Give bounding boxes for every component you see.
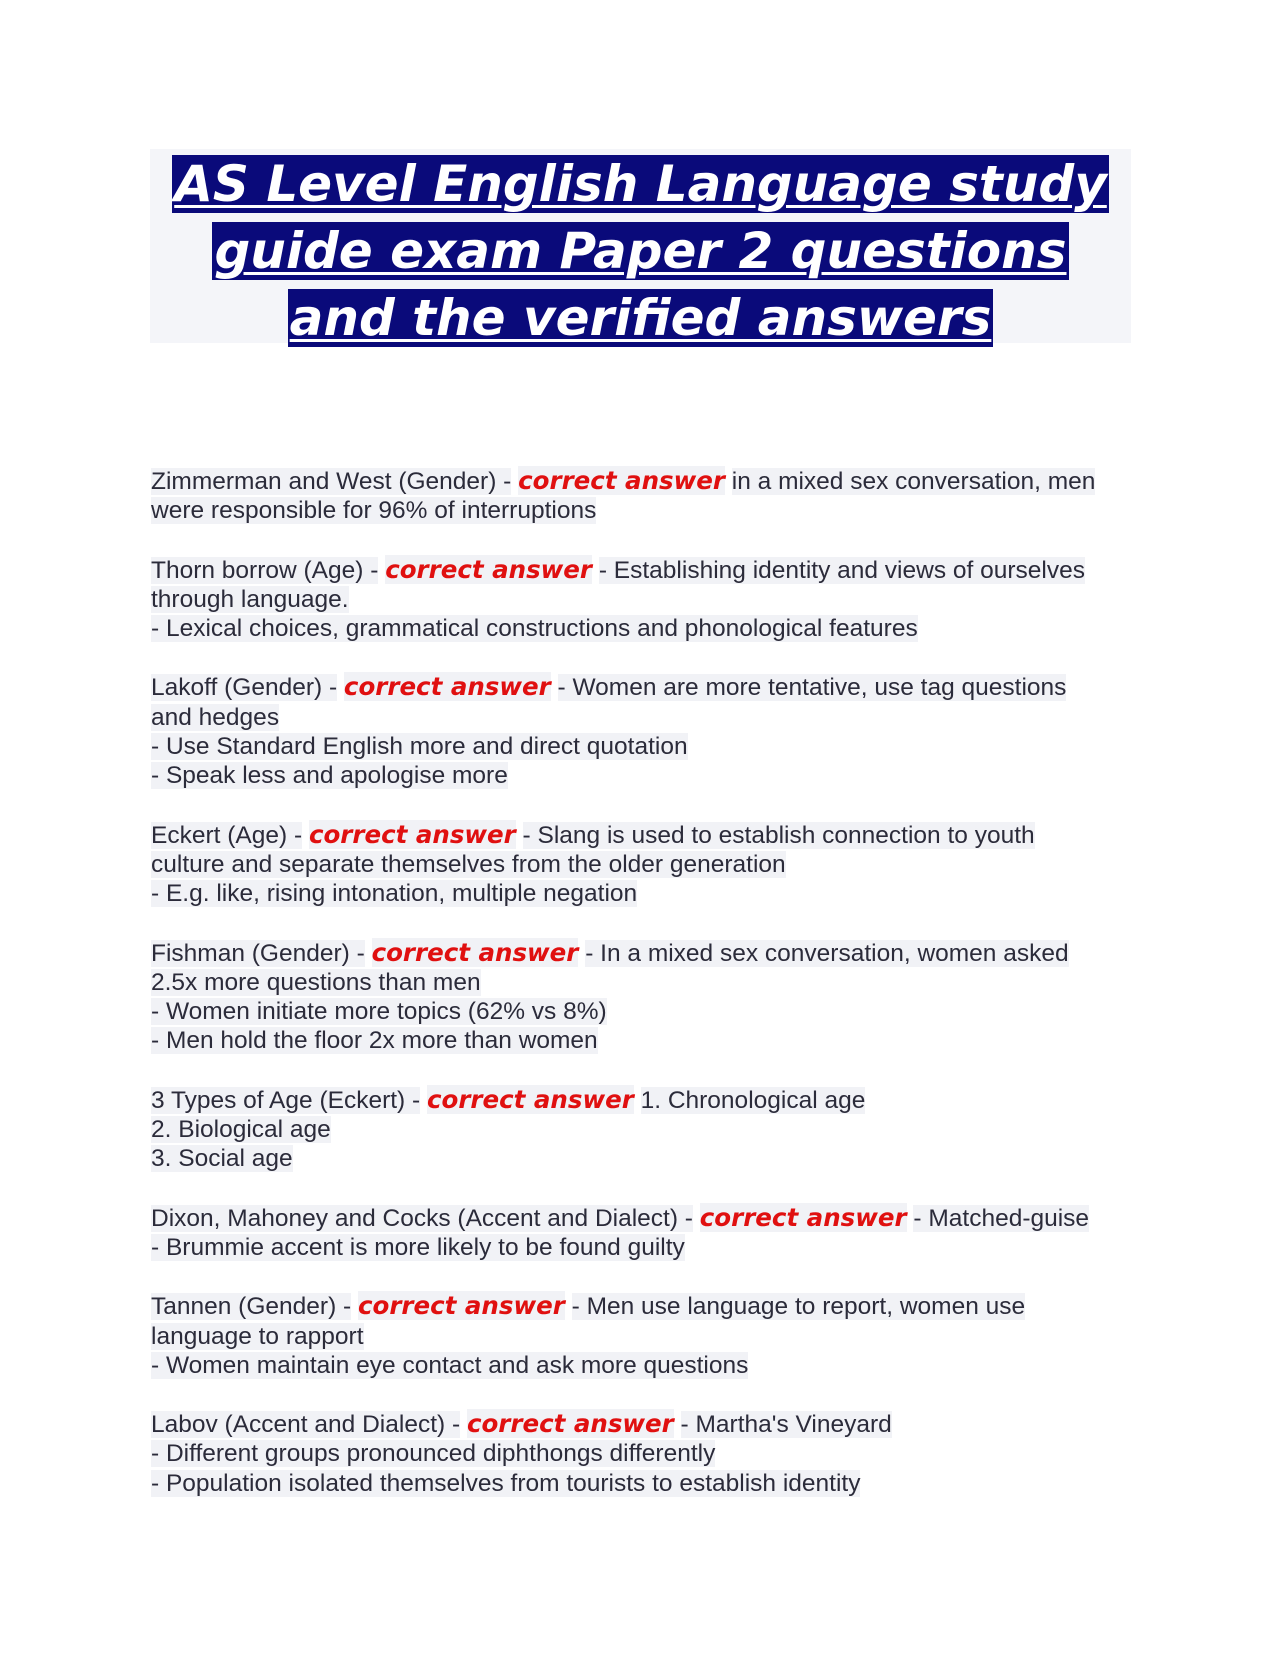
qa-answer-text: 3. Social age	[151, 1145, 293, 1173]
qa-answer-text: - Brummie accent is more likely to be found guilty	[151, 1233, 685, 1261]
qa-answer-text: 1. Chronological age	[640, 1086, 866, 1114]
qa-term: Thorn borrow (Age) -	[151, 556, 379, 584]
qa-line	[151, 1233, 1141, 1262]
qa-answer-text: - In a mixed sex conversation, women asked	[585, 939, 1069, 967]
qa-line	[151, 1322, 1141, 1351]
qa-line	[151, 732, 1141, 761]
qa-answer-text: - Women initiate more topics (62% vs 8%)	[151, 998, 607, 1026]
qa-line	[151, 968, 1141, 997]
qa-answer-text: culture and separate themselves from the older generation	[151, 850, 786, 878]
correct-answer-label: correct answer	[699, 1202, 907, 1232]
qa-term: Fishman (Gender) -	[151, 939, 365, 967]
qa-answer-text: - Martha's Vineyard	[680, 1411, 892, 1439]
qa-answer-text: - Slang is used to establish connection to youth	[522, 821, 1035, 849]
qa-line	[151, 1144, 1141, 1173]
correct-answer-label: correct answer	[466, 1409, 674, 1439]
correct-answer-label: correct answer	[426, 1084, 634, 1114]
qa-list	[151, 466, 1141, 1527]
qa-line	[151, 820, 1141, 850]
qa-answer-text: - Women maintain eye contact and ask more questions	[151, 1351, 749, 1379]
qa-line	[151, 938, 1141, 968]
title-text: and the verified answers	[289, 289, 992, 347]
qa-item	[151, 466, 1141, 526]
qa-answer-text: - Establishing identity and views of ourselves	[598, 556, 1085, 584]
qa-item	[151, 1085, 1141, 1174]
qa-answer-text: 2.5x more questions than men	[151, 968, 481, 996]
qa-answer-text: - Population isolated themselves from tourists to establish identity	[151, 1469, 861, 1497]
qa-line	[151, 614, 1141, 643]
qa-line	[151, 1085, 1141, 1115]
qa-item	[151, 1409, 1141, 1498]
title-line	[150, 218, 1131, 285]
qa-answer-text: - Speak less and apologise more	[151, 762, 508, 790]
document-title	[150, 149, 1131, 347]
qa-answer-text: in a mixed sex conversation, men	[731, 468, 1096, 495]
qa-item	[151, 1203, 1141, 1263]
title-text: AS Level English Language study	[174, 155, 1107, 213]
qa-line	[151, 1203, 1141, 1233]
qa-line	[151, 879, 1141, 908]
qa-line	[151, 1291, 1141, 1321]
qa-answer-text: and hedges	[151, 703, 280, 731]
qa-term: Labov (Accent and Dialect) -	[151, 1411, 461, 1439]
qa-term: 3 Types of Age (Eckert) -	[151, 1086, 421, 1114]
qa-term: Tannen (Gender) -	[151, 1293, 352, 1321]
qa-line	[151, 1115, 1141, 1144]
qa-line	[151, 1409, 1141, 1439]
qa-line	[151, 1026, 1141, 1055]
qa-item	[151, 672, 1141, 790]
qa-line	[151, 761, 1141, 790]
qa-line	[151, 703, 1141, 732]
qa-item	[151, 820, 1141, 909]
title-text: guide exam Paper 2 questions	[214, 222, 1067, 280]
qa-line	[151, 1351, 1141, 1380]
qa-line	[151, 555, 1141, 585]
qa-answer-text: - Lexical choices, grammatical constructions and phonological features	[151, 615, 918, 643]
qa-line	[151, 672, 1141, 702]
qa-answer-text: language to rapport	[151, 1322, 364, 1350]
correct-answer-label: correct answer	[343, 672, 551, 702]
qa-answer-text: - Matched-guise	[913, 1204, 1090, 1232]
correct-answer-label: correct answer	[385, 554, 592, 584]
qa-line	[151, 997, 1141, 1026]
qa-line	[151, 850, 1141, 879]
qa-line	[151, 1469, 1141, 1498]
qa-answer-text: - Different groups pronounced diphthongs differently	[151, 1440, 716, 1468]
qa-line	[151, 496, 1141, 525]
correct-answer-label: correct answer	[518, 466, 725, 495]
title-line	[150, 285, 1131, 352]
qa-answer-text: - Women are more tentative, use tag questions	[557, 674, 1067, 702]
qa-answer-text: were responsible for 96% of interruptions	[151, 497, 597, 525]
qa-line	[151, 585, 1141, 614]
qa-term: Dixon, Mahoney and Cocks (Accent and Dialect) -	[151, 1204, 693, 1232]
qa-item	[151, 555, 1141, 644]
qa-line	[151, 466, 1141, 496]
qa-term: Lakoff (Gender) -	[151, 674, 338, 702]
correct-answer-label: correct answer	[358, 1291, 565, 1321]
correct-answer-label: correct answer	[308, 819, 516, 849]
qa-answer-text: - Men use language to report, women use	[571, 1293, 1026, 1321]
qa-item	[151, 1291, 1141, 1380]
qa-item	[151, 938, 1141, 1056]
qa-term: Zimmerman and West (Gender) -	[151, 468, 512, 495]
qa-line	[151, 1439, 1141, 1468]
correct-answer-label: correct answer	[371, 937, 579, 967]
qa-answer-text: - Use Standard English more and direct quotation	[151, 733, 688, 761]
qa-answer-text: - Men hold the floor 2x more than women	[151, 1027, 598, 1055]
qa-answer-text: 2. Biological age	[151, 1116, 331, 1144]
qa-answer-text: through language.	[151, 585, 349, 613]
qa-answer-text: - E.g. like, rising intonation, multiple negation	[151, 880, 638, 908]
title-line	[150, 151, 1131, 218]
qa-term: Eckert (Age) -	[151, 821, 303, 849]
